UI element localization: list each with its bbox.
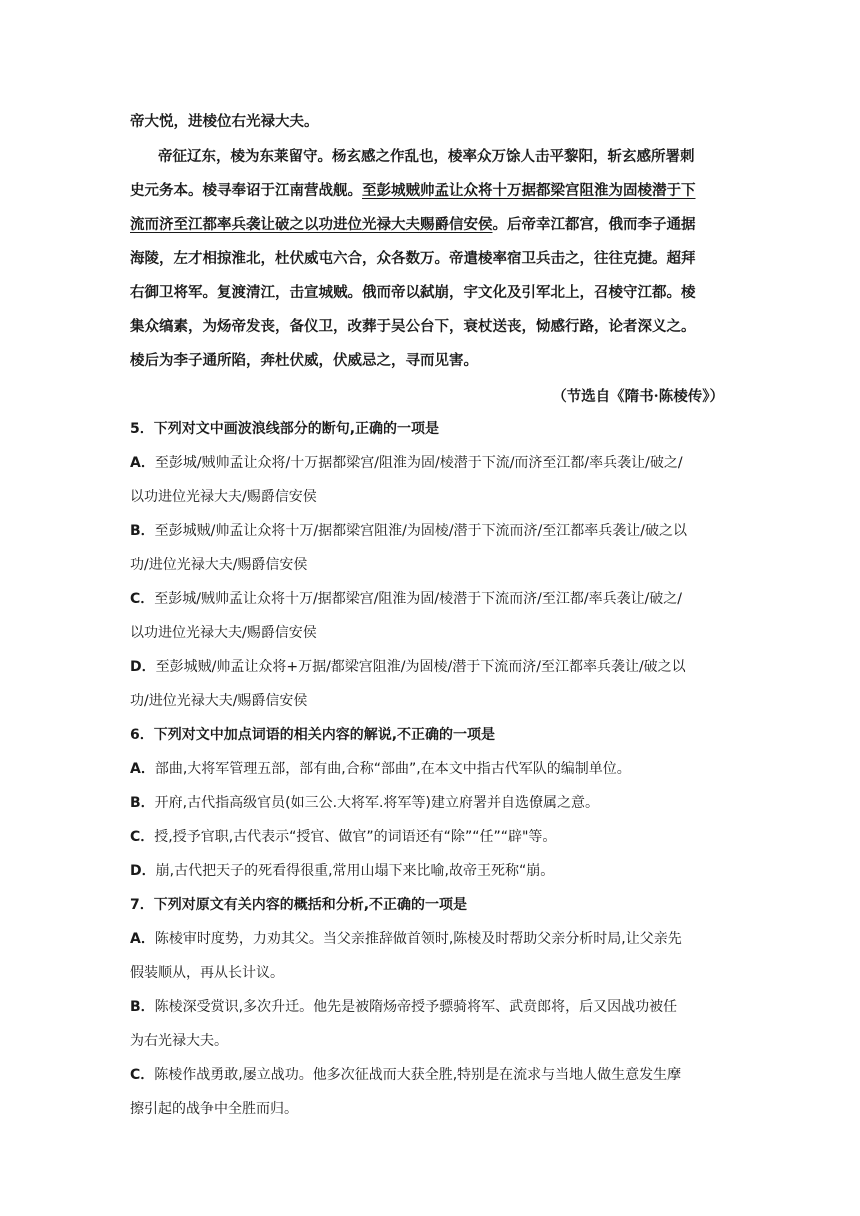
q6-option-c: C．授,授予官职,古代表示“授官、做官”的词语还有“除”“任”“辟"等。 <box>130 829 557 845</box>
q5-option-a-cont: 以功进位光禄大夫/赐爵信安侯 <box>130 489 317 505</box>
q7-option-b: B．陈棱深受赏识,多次升迁。他先是被隋炀帝授予骠骑将军、武贲郎将，后又因战功被任 <box>130 999 678 1015</box>
q5-option-b-cont: 功/进位光禄大夫/赐爵信安侯 <box>130 557 308 573</box>
passage-source: （节选自《隋书·陈棱传》） <box>552 388 724 405</box>
passage-text: 。后帝幸江都宫，俄而李子通据 <box>492 216 696 233</box>
q6-option-a: A．部曲,大将军管理五部，部有曲,合称“部曲”,在本文中指古代军队的编制单位。 <box>130 761 631 777</box>
q5-option-b: B．至彭城贼/帅孟让众将十万/据都梁宫阻淮/为固棱/潜于下流而济/至江都率兵袭让/破之以 <box>130 523 687 539</box>
passage-line: 集众缟素，为炀帝发丧，备仪卫，改葬于吴公台下，衰杖送丧，恸感行路，论者深义之。 <box>130 318 696 335</box>
passage-text: 史元务本。棱寻奉诏于江南营战舰。 <box>130 182 362 199</box>
question-6-title: 6．下列对文中加点词语的相关内容的解说,不正确的一项是 <box>130 727 496 743</box>
q5-option-d-cont: 功/进位光禄大夫/赐爵信安侯 <box>130 693 308 709</box>
q7-option-c: C．陈棱作战勇敢,屡立战功。他多次征战而大获全胜,特别是在流求与当地人做生意发生摩 <box>130 1067 682 1083</box>
passage-line: 海陵，左才相掠淮北，杜伏威屯六合，众各数万。帝遣棱率宿卫兵击之，往往克捷。超拜 <box>130 250 696 267</box>
q5-option-d: D．至彭城贼/帅孟让众将+万据/都梁宫阻淮/为固棱/潜于下流而济/至江都率兵袭让/破之以 <box>130 659 686 675</box>
wavy-underlined-text: 流而济至江都率兵袭让破之以功进位光禄大夫赐爵信安侯 <box>130 216 493 233</box>
q5-option-a: A．至彭城/贼帅孟让众将/十万据都梁宫/阻淮为固/棱潜于下流/而济至江都/率兵袭让/破之/ <box>130 455 683 471</box>
q5-option-c-cont: 以功进位光禄大夫/赐爵信安侯 <box>130 625 317 641</box>
q7-option-a-cont: 假装顺从，再从长计议。 <box>130 965 284 981</box>
passage-line: 帝征辽东，棱为东莱留守。杨玄感之作乱也，棱率众万馀人击平黎阳，斩玄感所署刺 <box>158 148 695 165</box>
wavy-underlined-text: 至彭城贼帅孟让众将十万据都梁宫阻淮为固棱潜于下 <box>362 182 696 199</box>
passage-line: 棱后为李子通所陷，奔杜伏威，伏威忌之，寻而见害。 <box>130 352 478 369</box>
passage-line: 帝大悦，进棱位右光禄大夫。 <box>130 113 319 130</box>
q7-option-b-cont: 为右光禄大夫。 <box>130 1033 228 1049</box>
passage-line <box>130 215 696 235</box>
q7-option-a: A．陈棱审时度势，力劝其父。当父亲推辞做首领时,陈棱及时帮助父亲分析时局,让父亲先 <box>130 931 682 947</box>
q5-option-c: C．至彭城/贼帅孟让众将十万/据都梁宫/阻淮为固/棱潜于下流而济/至江都/率兵袭让/破之/ <box>130 591 683 607</box>
q6-option-b: B．开府,古代指高级官员(如三公.大将军.将军等)建立府署并自选僚属之意。 <box>130 795 599 811</box>
passage-line <box>130 181 696 201</box>
question-5-title: 5．下列对文中画波浪线部分的断句,正确的一项是 <box>130 421 440 437</box>
passage-line: 右御卫将军。复渡清江，击宣城贼。俄而帝以弑崩，宇文化及引军北上，召棱守江都。棱 <box>130 284 696 301</box>
q7-option-c-cont: 擦引起的战争中全胜而归。 <box>130 1101 298 1117</box>
question-7-title: 7．下列对原文有关内容的概括和分析,不正确的一项是 <box>130 897 468 913</box>
q6-option-d: D．崩,古代把天子的死看得很重,常用山塌下来比喻,故帝王死称“崩。 <box>130 863 555 879</box>
